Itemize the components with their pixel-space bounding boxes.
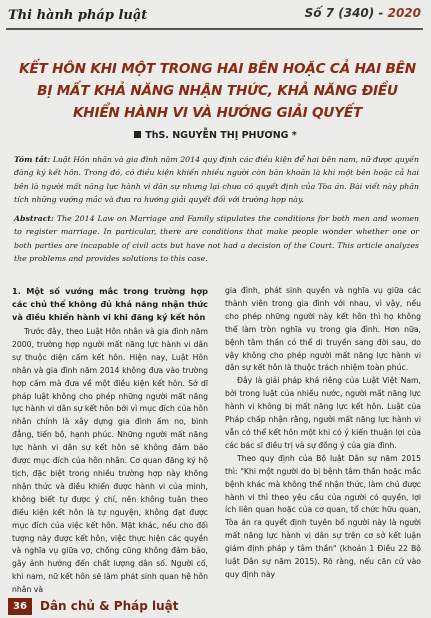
page-number: 36: [8, 598, 32, 615]
body-paragraph: Đây là giải pháp khá riêng của Luật Việt Nam, bởi trong luật của nhiều nước, người mất năng lực hành vi không bị mất năng lực kết hôn. Luật của Pháp chấp nhận rằng, người mất năng lực hành vi vẫn có thể kết hôn một khi có ý kiến thuận lợi của các bác sĩ điều trị và sự đồng ý của gia đình.: [225, 376, 421, 450]
section-name: Thi hành pháp luật: [8, 8, 148, 23]
left-column: [12, 285, 208, 597]
abstract-text: The 2014 Law on Marriage and Family stipulates the conditions for both men and women to register marriage. In particular, there are conditions that make people wonder whether one or both parties are incapable of civil acts but have not had a decision of the Court. This article analyzes the problems and provides solutions to this case.: [14, 214, 419, 263]
body-paragraph: Trước đây, theo Luật Hôn nhân và gia đình năm 2000, trường hợp người mất năng lực hành vi dân sự thuộc diện cấm kết hôn. Hiện nay, Luật Hôn nhân và gia đình năm 2014 không đưa vào trường hợp cấm mà đưa về một điều kiện kết hôn. Sở dĩ pháp luật không cho phép những người mất năng lực hành vi dân sự kết hôn bởi vì mục đích của hôn nhân chính là xây dựng gia đình ấm no, bình đẳng, tiến bộ, hạnh phúc. Những người mất năng lực hành vi dân sự kết hôn sẽ không đảm bảo được mục đích của hôn nhân. Cơ quan đăng ký hộ tịch, đặc biệt trong nhiều trường hợp này không nhận thức và điều khiển được hành vi của mình, không biết tự được ý chí, nên không tuân theo điều kiện kết hôn là tự nguyện, không đạt được mục đích của việc kết hôn. Mặt khác, nếu cho đối tượng này được kết hôn, việc thực hiện các quyền và nghĩa vụ giữa vợ, chồng cũng không đảm bảo, gây ảnh hưởng đến chất lượng dân số. Người cố, khi nam, nữ kết hôn sẽ làm phát sinh quan hệ hôn nhân và: [12, 327, 208, 595]
page-footer: [0, 596, 431, 618]
summary-vi: [14, 153, 419, 206]
running-header: [8, 6, 421, 28]
body-paragraph: Theo quy định của Bộ luật Dân sự năm 2015 thì: "Khi một người do bị bệnh tâm thần hoặc mắc bệnh khác mà không thể nhận thức, làm chủ được hành vi thì theo yêu cầu của người có quyền, lợi ích liên quan hoặc của cơ quan, tổ chức hữu quan, Tòa án ra quyết định tuyên bố người này là người mất năng lực hành vi dân sự trên cơ sở kết luận giám định pháp y tâm thần" (khoản 1 Điều 22 Bộ luật Dân sự năm 2015). Rõ ràng, nếu căn cứ vào quy định này: [225, 453, 421, 579]
right-column: [225, 285, 421, 582]
issue-label: Số 7 (340) - 2020: [304, 6, 421, 20]
header-rule: [6, 28, 423, 30]
summary-text: Luật Hôn nhân và gia đình năm 2014 quy định các điều kiện để hai bên nam, nữ được quyền đăng ký kết hôn. Trong đó, có điều kiện khiến nhiều người còn băn khoăn là khi một bên hoặc cả hai bên là người mất năng lực hành vi dân sự nhưng lại chưa có quyết định của Tòa án. Bài viết này phân tích những vướng mắc và đưa ra hướng giải quyết đối với trường hợp này.: [14, 155, 419, 204]
body-paragraph: gia đình, phát sinh quyền và nghĩa vụ giữa các thành viên trong gia đình với nhau, vì vậy, nếu cho phép những người này kết hôn thì họ không thể làm tròn nghĩa vụ trong gia đình. Hơn nữa, bệnh tâm thần có thể di truyền sang đời sau, do vậy không cho phép người mất năng lực hành vi dân sự kết hôn là thuộc trách nhiệm toàn phúc.: [225, 286, 421, 373]
square-bullet-icon: [134, 131, 141, 138]
journal-name: Dân chủ & Pháp luật: [40, 599, 179, 613]
article-title: KẾT HÔN KHI MỘT TRONG HAI BÊN HOẶC CẢ HAI BÊN BỊ MẤT KHẢ NĂNG NHẬN THỨC, KHẢ NĂNG ĐIỀU KHIỂN HÀNH VI VÀ HƯỚNG GIẢI QUYẾT: [19, 61, 416, 121]
abstract-label: Abstract:: [14, 214, 54, 223]
abstract-en: [14, 212, 419, 265]
summary-label: Tóm tắt:: [14, 155, 51, 164]
author-name: ThS. NGUYỄN THỊ PHƯƠNG *: [145, 130, 297, 141]
author-line: [0, 130, 431, 141]
section-heading: 1. Một số vướng mắc trong trường hợp các chủ thể không đủ khả năng nhận thức và điều khiển hành vi khi đăng ký kết hôn: [12, 286, 208, 322]
